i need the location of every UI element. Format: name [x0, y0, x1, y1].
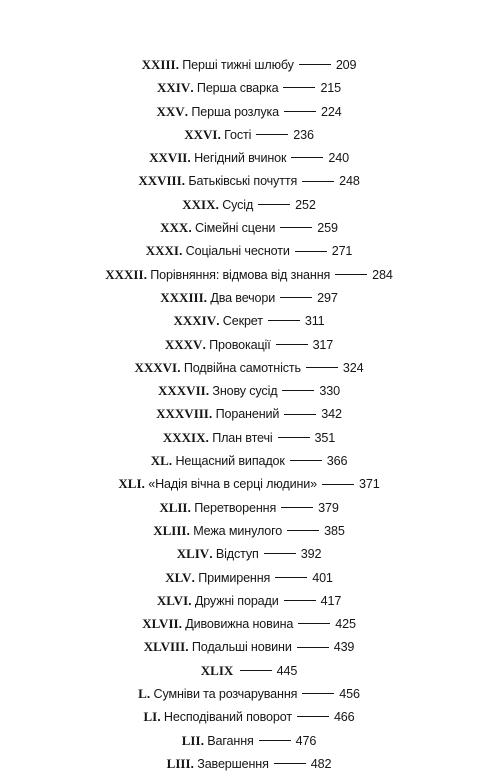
- chapter-title: Відступ: [215, 547, 259, 562]
- chapter-title: Перетворення: [194, 500, 277, 515]
- page-number: 240: [328, 151, 349, 166]
- leader-dash: [278, 437, 310, 438]
- page-number: 385: [324, 523, 345, 538]
- number-separator: .: [185, 640, 192, 655]
- chapter-title: «Надія вічна в серці людини»: [148, 477, 318, 492]
- chapter-title: Завершення: [197, 756, 269, 771]
- chapter-title: Поранений: [215, 407, 280, 422]
- number-separator: [233, 664, 236, 678]
- number-separator: .: [208, 407, 216, 422]
- chapter-number: XXXVI: [134, 359, 178, 375]
- chapter-title: Вагання: [207, 733, 254, 748]
- chapter-title: Сумніви та розчарування: [153, 687, 298, 702]
- page-number: 236: [293, 127, 314, 142]
- chapter-number: L: [138, 686, 147, 702]
- number-separator: .: [187, 500, 195, 515]
- page-number: 330: [319, 384, 340, 399]
- chapter-title: Соціальні чесноти: [185, 244, 290, 259]
- toc-entry[interactable]: [0, 146, 498, 169]
- number-separator: .: [188, 221, 196, 236]
- chapter-number: XXV: [156, 103, 185, 119]
- page-number: 425: [335, 617, 356, 632]
- chapter-number: XXXIV: [173, 313, 217, 329]
- page-number: 252: [295, 197, 316, 212]
- leader-dash: [282, 390, 314, 391]
- toc-entry[interactable]: [0, 216, 498, 239]
- chapter-title: Сімейні сцени: [195, 221, 276, 236]
- chapter-number: XLV: [165, 569, 192, 585]
- leader-dash: [280, 227, 312, 228]
- page-number: 476: [295, 733, 317, 748]
- leader-dash: [335, 274, 367, 275]
- number-separator: .: [215, 197, 223, 212]
- number-separator: .: [178, 244, 186, 259]
- page-number: 456: [339, 687, 360, 702]
- page-number: 224: [320, 104, 342, 119]
- page-number: 311: [304, 314, 325, 329]
- number-separator: .: [175, 58, 183, 72]
- number-separator: .: [216, 314, 223, 329]
- page-number: 371: [359, 477, 380, 492]
- chapter-title: Перша сварка: [196, 81, 279, 96]
- chapter-number: LI: [143, 709, 158, 725]
- chapter-title: Негідний вчинок: [194, 151, 287, 166]
- chapter-number: XXXVIII: [156, 406, 209, 422]
- number-separator: .: [178, 617, 186, 632]
- leader-dash: [295, 251, 327, 252]
- number-separator: .: [202, 337, 210, 352]
- chapter-number: XLIV: [176, 546, 210, 562]
- chapter-title: Подальші новини: [191, 640, 292, 655]
- page-number: 439: [333, 640, 355, 655]
- chapter-number: XLII: [159, 499, 188, 515]
- leader-dash: [240, 670, 272, 671]
- leader-dash: [298, 623, 330, 624]
- chapter-number: XXXV: [164, 336, 203, 352]
- chapter-number: LIII: [166, 755, 191, 771]
- chapter-number: XLVI: [156, 592, 189, 608]
- chapter-number: XXVI: [184, 126, 218, 142]
- chapter-title: Перші тижні шлюбу: [182, 58, 294, 72]
- chapter-title: Секрет: [222, 314, 263, 329]
- toc-entry[interactable]: [0, 53, 498, 76]
- chapter-title: Дружні поради: [194, 593, 279, 608]
- chapter-number: XXXIII: [160, 289, 204, 305]
- leader-dash: [276, 344, 308, 345]
- leader-dash: [284, 414, 316, 415]
- toc-entry[interactable]: [0, 496, 498, 519]
- chapter-number: XLVIII: [143, 639, 186, 655]
- page-number: 324: [342, 360, 364, 375]
- toc-entry[interactable]: [0, 356, 498, 379]
- page-number: 366: [326, 454, 348, 469]
- number-separator: .: [205, 430, 213, 445]
- number-separator: .: [177, 360, 184, 375]
- page-number: 351: [314, 430, 336, 445]
- leader-dash: [302, 181, 334, 182]
- page-number: 401: [312, 570, 333, 585]
- page-number: 417: [320, 593, 342, 608]
- chapter-number: XXXIX: [162, 429, 206, 445]
- toc-entry[interactable]: [0, 169, 498, 192]
- leader-dash: [284, 111, 316, 112]
- chapter-title: Несподіваний поворот: [163, 710, 292, 725]
- chapter-title: Батьківські почуття: [188, 174, 298, 189]
- chapter-number: XXVII: [149, 150, 188, 166]
- page-number: 379: [318, 500, 339, 515]
- leader-dash: [283, 87, 315, 88]
- chapter-title: Гості: [224, 127, 252, 142]
- chapter-title: Перша розлука: [191, 104, 279, 119]
- chapter-number: XXXVII: [158, 383, 206, 399]
- page-number: 209: [335, 58, 357, 72]
- leader-dash: [297, 716, 329, 717]
- leader-dash: [299, 64, 331, 65]
- chapter-number: XLVII: [142, 616, 179, 632]
- toc-entry[interactable]: [0, 402, 498, 425]
- leader-dash: [259, 740, 291, 741]
- leader-dash: [322, 484, 354, 485]
- chapter-title: Порівняння: відмова від знання: [150, 267, 331, 282]
- chapter-title: Два вечори: [210, 290, 276, 305]
- page-number: 297: [317, 290, 338, 305]
- number-separator: .: [203, 290, 211, 305]
- number-separator: .: [217, 127, 225, 142]
- number-separator: .: [141, 477, 149, 492]
- number-separator: .: [143, 267, 151, 282]
- number-separator: .: [181, 174, 189, 189]
- toc-entry[interactable]: [0, 286, 498, 309]
- toc-entry[interactable]: [0, 123, 498, 146]
- chapter-number: XLIX: [200, 662, 234, 678]
- number-separator: .: [191, 570, 199, 585]
- toc-entry[interactable]: [0, 705, 498, 728]
- toc-entry[interactable]: [0, 100, 498, 123]
- page-number: 284: [372, 267, 393, 282]
- chapter-title: План втечі: [212, 430, 273, 445]
- page-number: 482: [310, 756, 332, 771]
- toc-entry[interactable]: [0, 589, 498, 612]
- leader-dash: [287, 530, 319, 531]
- toc-entry[interactable]: [0, 635, 498, 658]
- page-number: 317: [312, 337, 334, 352]
- chapter-number: XXIII: [141, 57, 176, 72]
- leader-dash: [306, 367, 338, 368]
- leader-dash: [268, 320, 300, 321]
- toc-entry[interactable]: [0, 519, 498, 542]
- leader-dash: [281, 507, 313, 508]
- page-number: 342: [321, 407, 342, 422]
- toc-entry[interactable]: [0, 729, 498, 752]
- leader-dash: [284, 600, 316, 601]
- toc-entry[interactable]: [0, 379, 498, 402]
- toc-entry[interactable]: [0, 612, 498, 635]
- number-separator: .: [186, 523, 194, 538]
- chapter-number: XLI: [118, 476, 142, 492]
- toc-entry[interactable]: [0, 752, 498, 775]
- toc-entry[interactable]: [0, 263, 498, 286]
- leader-dash: [258, 204, 290, 205]
- chapter-title: Сусід: [222, 197, 254, 212]
- chapter-number: XLIII: [153, 522, 187, 538]
- leader-dash: [274, 763, 306, 764]
- number-separator: .: [168, 454, 176, 469]
- chapter-number: XXXI: [145, 243, 179, 259]
- leader-dash: [264, 553, 296, 554]
- toc-entry[interactable]: [0, 333, 498, 356]
- chapter-number: XXX: [160, 220, 189, 236]
- toc-entry[interactable]: [0, 309, 498, 332]
- number-separator: .: [200, 733, 208, 748]
- toc-entry[interactable]: [0, 682, 498, 705]
- leader-dash: [291, 157, 323, 158]
- number-separator: .: [190, 81, 197, 96]
- chapter-number: XL: [150, 453, 169, 469]
- toc-entry[interactable]: [0, 426, 498, 449]
- number-separator: .: [146, 687, 154, 702]
- toc-entry[interactable]: [0, 239, 498, 262]
- page-number: 466: [333, 710, 355, 725]
- toc-entry[interactable]: [0, 76, 498, 99]
- table-of-contents: [0, 53, 498, 775]
- toc-entry[interactable]: [0, 472, 498, 495]
- chapter-number: XXXII: [105, 266, 144, 282]
- chapter-title: Подвійна самотність: [183, 360, 301, 375]
- page-number: 248: [339, 174, 360, 189]
- chapter-number: XXIX: [182, 196, 216, 212]
- number-separator: .: [205, 384, 213, 399]
- chapter-number: XXIV: [156, 80, 191, 96]
- number-separator: .: [188, 593, 195, 608]
- toc-entry[interactable]: [0, 542, 498, 565]
- leader-dash: [280, 297, 312, 298]
- toc-entry[interactable]: [0, 193, 498, 216]
- chapter-title: Провокації: [209, 337, 271, 352]
- chapter-number: XXVIII: [138, 173, 182, 189]
- chapter-title: Дивовижна новина: [185, 617, 294, 632]
- leader-dash: [290, 460, 322, 461]
- number-separator: .: [187, 151, 195, 166]
- chapter-title: Знову сусід: [212, 384, 278, 399]
- toc-entry[interactable]: [0, 659, 498, 682]
- chapter-title: Примирення: [198, 570, 271, 585]
- chapter-title: Нещасний випадок: [175, 454, 285, 469]
- chapter-title: Межа минулого: [193, 523, 283, 538]
- page-number: 271: [331, 244, 353, 259]
- number-separator: .: [184, 104, 192, 119]
- leader-dash: [297, 647, 329, 648]
- toc-entry[interactable]: [0, 566, 498, 589]
- number-separator: .: [157, 710, 164, 725]
- page-number: 392: [300, 547, 322, 562]
- leader-dash: [256, 134, 288, 135]
- page-number: 259: [317, 221, 338, 236]
- page-number: 215: [320, 81, 341, 96]
- page-number: 445: [276, 663, 298, 678]
- number-separator: .: [209, 547, 216, 562]
- toc-entry[interactable]: [0, 449, 498, 472]
- chapter-number: LII: [181, 732, 201, 748]
- leader-dash: [302, 693, 334, 694]
- number-separator: .: [190, 756, 198, 771]
- leader-dash: [275, 577, 307, 578]
